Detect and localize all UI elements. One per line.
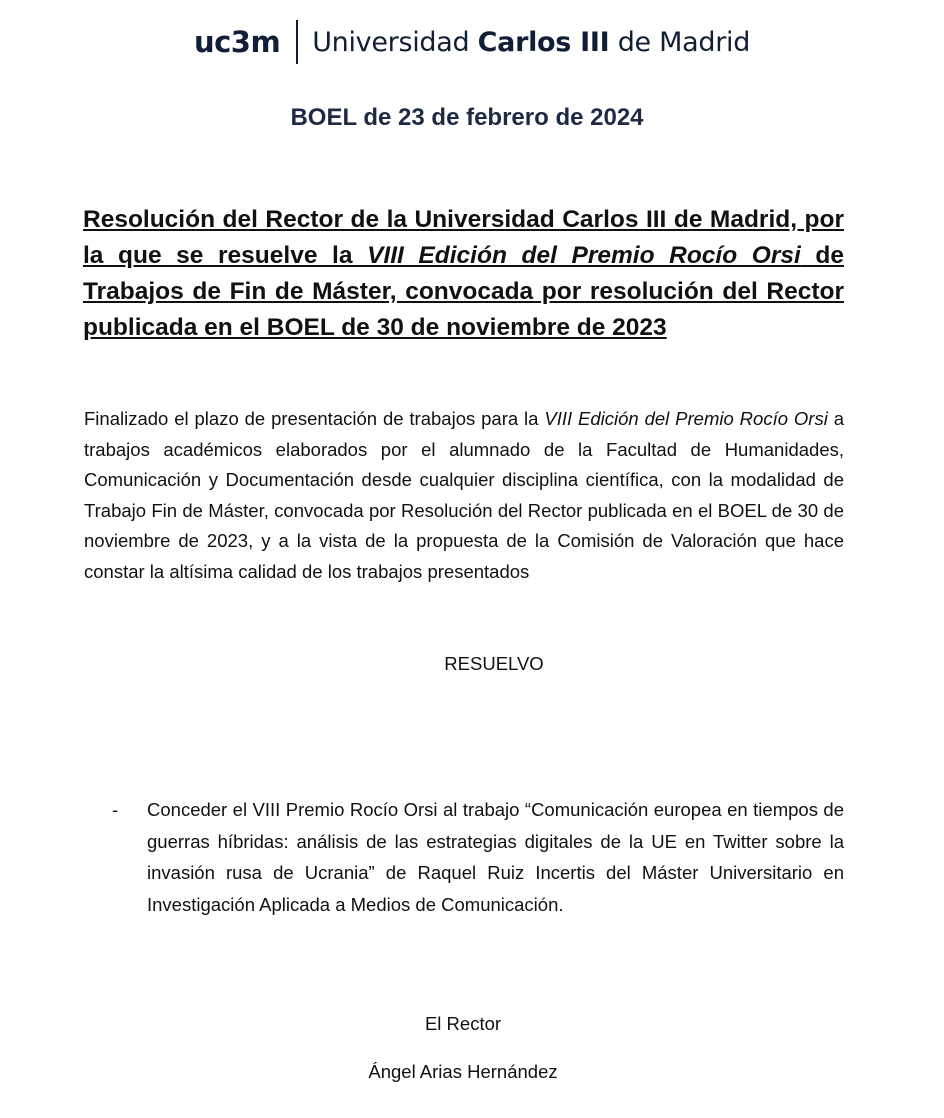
resuelvo-heading: RESUELVO: [444, 653, 544, 674]
title-part1: Resolución del Rector de la Universidad Carlos III de Madrid, por la que se resuelve la: [83, 206, 844, 269]
bullet-dash: -: [112, 799, 119, 820]
decision-list: [112, 794, 844, 920]
signer-name: Ángel Arias Hernández: [368, 1061, 558, 1082]
logo-name-post: de Madrid: [609, 26, 751, 58]
body-italic: VIII Edición del Premio Rocío Orsi: [544, 408, 828, 429]
body-paragraph: [84, 404, 844, 587]
body-part2: a trabajos académicos elaborados por el alumnado de la Facultad de Humanidades, Comunicación y Documentación desde cualquier disciplina científica, con la modalidad de Trabajo Fin de Máster, convocada por Resolución del Rector publicada en el BOEL de 30 de noviembre de 2023, y a la vista de la propuesta de la Comisión de Valoración que hace constar la altísima calidad de los trabajos presentados: [84, 408, 844, 582]
logo-mark: uc3m: [193, 25, 281, 59]
title-italic: VIII Edición del Premio Rocío Orsi: [367, 242, 801, 269]
signer-role: El Rector: [424, 1013, 502, 1034]
logo-name-bold: Carlos III: [477, 26, 610, 58]
decision-item: [112, 794, 844, 920]
decision-text: Conceder el VIII Premio Rocío Orsi al trabajo “Comunicación europea en tiempos de guerras híbridas: análisis de las estrategias digitales de la UE en Twitter sobre la invasión rusa de Ucrania” de Raquel Ruiz Incertis del Máster Universitario en Investigación Aplicada a Medios de Comunicación.: [147, 799, 844, 915]
logo-separator: [296, 20, 298, 64]
logo-name-pre: Universidad: [312, 26, 478, 58]
body-part1: Finalizado el plazo de presentación de trabajos para la: [84, 408, 545, 429]
date-heading: BOEL de 23 de febrero de 2024: [290, 104, 644, 131]
university-logo: [0, 16, 944, 68]
title-part2: de Trabajos de Fin de Máster, convocada por resolución del Rector publicada en el BOEL de 30 de noviembre de 2023: [83, 242, 844, 341]
resolution-title: [83, 202, 844, 346]
logo-name: [312, 27, 750, 58]
